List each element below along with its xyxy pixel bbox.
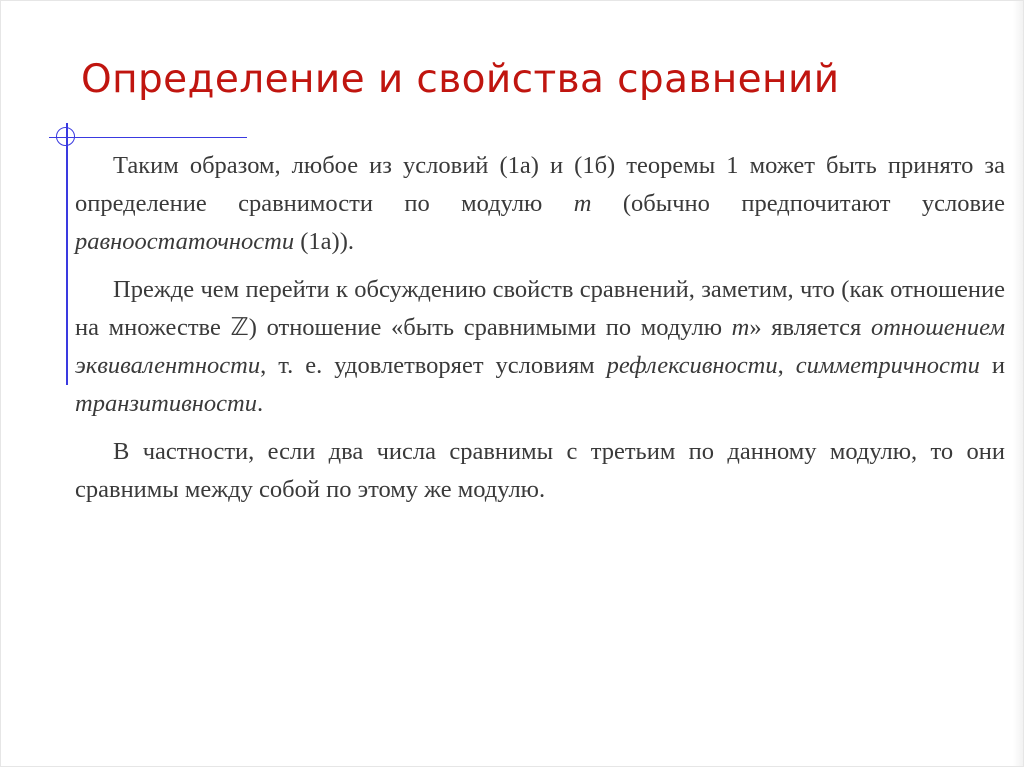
- p2-term-equivalence: отношением эквивалентности: [75, 314, 1005, 379]
- p2-text-3: , т. е. удовлетворяет условиям: [260, 352, 607, 379]
- p2-math-m: m: [731, 314, 750, 341]
- p1-text-3: (1а)).: [294, 228, 354, 255]
- p1-text-1: Таким образом, любое из условий (1а) и (1б) теоремы 1 может быть принято за определение сравнимости по модулю: [75, 152, 1005, 217]
- p1-text-2: (обычно предпочитают условие: [591, 190, 1006, 217]
- paragraph-2: [75, 271, 1005, 423]
- p1-term-remainder-equality: равноостаточности: [75, 228, 295, 255]
- paragraph-1: [75, 147, 1005, 261]
- scanned-text-block: [75, 147, 1005, 509]
- p2-text-1: Прежде чем перейти к обсуждению свойств сравнений, заметим, что (как отношение на множестве ℤ) отношение «быть сравнимыми по модулю: [75, 276, 1005, 341]
- slide-edge-shadow: [1013, 1, 1023, 767]
- margin-circle-mark: [56, 127, 75, 146]
- p2-term-reflexivity: рефлексивности: [606, 352, 778, 379]
- p2-text-6: .: [256, 390, 264, 417]
- margin-horizontal-line: [49, 137, 247, 138]
- p2-term-symmetry: симметричности: [795, 352, 980, 379]
- p2-text-5: и: [979, 352, 1005, 379]
- slide-title: Определение и свойства сравнений: [81, 57, 840, 102]
- p2-text-4: ,: [777, 352, 796, 379]
- p2-text-2: » является: [749, 314, 871, 341]
- p1-math-m: m: [573, 190, 592, 217]
- p2-term-transitivity: транзитивности: [75, 390, 257, 417]
- p3-text: В частности, если два числа сравнимы с третьим по данному модулю, то они сравнимы между собой по этому же модулю.: [75, 438, 1005, 503]
- paragraph-3: [75, 433, 1005, 509]
- margin-vertical-line: [66, 123, 68, 385]
